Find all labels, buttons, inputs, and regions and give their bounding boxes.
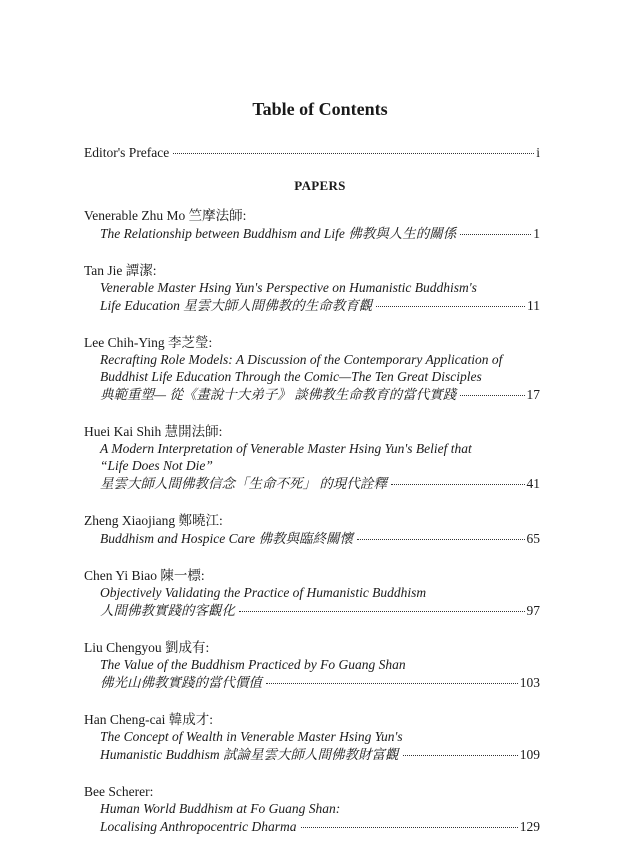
dot-leader	[301, 826, 518, 828]
entry-title-line: Human World Buddhism at Fo Guang Shan:	[100, 801, 341, 816]
entry-title-text: 佛光山佛教實踐的當代價值	[100, 675, 262, 690]
entry-final-line	[84, 745, 540, 764]
dot-leader	[266, 682, 518, 684]
entry-title-line: The Concept of Wealth in Venerable Master Hsing Yun's	[100, 729, 403, 744]
entry-author: Venerable Zhu Mo 竺摩法師:	[84, 208, 247, 223]
toc-entry[interactable]	[84, 512, 540, 548]
dot-leader	[460, 233, 531, 235]
entry-page-number: 103	[519, 675, 540, 690]
entry-title-text: Buddhism and Hospice Care 佛教與臨終關懷	[100, 531, 353, 546]
dot-leader	[403, 754, 518, 756]
entry-author: Chen Yi Biao 陳一標:	[84, 568, 205, 583]
entry-author: Zheng Xiaojiang 鄭曉江:	[84, 513, 223, 528]
entry-final-line	[84, 601, 540, 620]
entry-title-text: 典範重塑— 從《畫說十大弟子》 談佛教生命教育的當代實踐	[100, 387, 457, 402]
dot-leader	[173, 152, 534, 154]
entry-title-line: “Life Does Not Die”	[100, 458, 213, 473]
toc-entry[interactable]	[84, 334, 540, 404]
toc-entry[interactable]	[84, 567, 540, 620]
entry-author: Liu Chengyou 劉成有:	[84, 640, 210, 655]
section-heading: PAPERS	[294, 178, 346, 193]
dot-leader	[357, 538, 525, 540]
entry-title-text: Humanistic Buddhism 試論星雲大師人間佛教財富觀	[100, 747, 399, 762]
entry-title-line: The Value of the Buddhism Practiced by Fo Guang Shan	[100, 657, 406, 672]
entry-final-line	[84, 673, 540, 692]
toc-entry[interactable]	[84, 711, 540, 764]
entry-author: Tan Jie 譚潔:	[84, 263, 157, 278]
preface-label: Editor's Preface	[84, 145, 170, 160]
entry-author: Huei Kai Shih 慧開法師:	[84, 424, 223, 439]
toc-entry[interactable]	[84, 783, 540, 836]
dot-leader	[239, 610, 525, 612]
entry-page-number: 11	[527, 298, 540, 313]
entry-final-line	[84, 474, 540, 493]
entry-page-number: 109	[519, 747, 540, 762]
entry-final-line	[84, 296, 540, 315]
entry-page-number: 17	[526, 387, 540, 402]
entry-page-number: 97	[526, 603, 540, 618]
toc-entry[interactable]	[84, 423, 540, 493]
entry-final-line	[84, 529, 540, 548]
entry-title-line: Recrafting Role Models: A Discussion of the Contemporary Application of	[100, 352, 503, 367]
entry-title-text: 星雲大師人間佛教信念「生命不死」 的現代詮釋	[100, 476, 387, 491]
entry-page-number: 129	[519, 819, 540, 834]
entry-author: Lee Chih-Ying 李芝瑩:	[84, 335, 213, 350]
dot-leader	[376, 305, 525, 307]
entry-final-line	[84, 817, 540, 836]
entry-title-line: Venerable Master Hsing Yun's Perspective on Humanistic Buddhism's	[100, 280, 477, 295]
toc-entry[interactable]	[84, 639, 540, 692]
toc-entry-list	[84, 207, 540, 855]
entry-author: Han Cheng-cai 韓成才:	[84, 712, 213, 727]
entry-title-line: A Modern Interpretation of Venerable Master Hsing Yun's Belief that	[100, 441, 472, 456]
preface-page-number: i	[536, 145, 540, 160]
entry-author: Bee Scherer:	[84, 784, 154, 799]
entry-page-number: 65	[526, 531, 540, 546]
entry-final-line	[84, 224, 540, 243]
entry-title-line: Buddhist Life Education Through the Comic—The Ten Great Disciples	[100, 369, 482, 384]
toc-entry[interactable]	[84, 262, 540, 315]
dot-leader	[391, 483, 525, 485]
page-title: Table of Contents	[252, 99, 388, 119]
entry-title-text: Localising Anthropocentric Dharma	[100, 819, 297, 834]
entry-page-number: 1	[533, 226, 540, 241]
entry-final-line	[84, 385, 540, 404]
toc-entry[interactable]	[84, 207, 540, 243]
preface-entry[interactable]	[84, 145, 540, 161]
dot-leader	[460, 394, 524, 396]
entry-title-text: Life Education 星雲大師人間佛教的生命教育觀	[100, 298, 373, 313]
entry-page-number: 41	[526, 476, 540, 491]
entry-title-line: Objectively Validating the Practice of Humanistic Buddhism	[100, 585, 427, 600]
entry-title-text: 人間佛教實踐的客觀化	[100, 603, 235, 618]
entry-title-text: The Relationship between Buddhism and Life 佛教與人生的關係	[100, 226, 457, 241]
